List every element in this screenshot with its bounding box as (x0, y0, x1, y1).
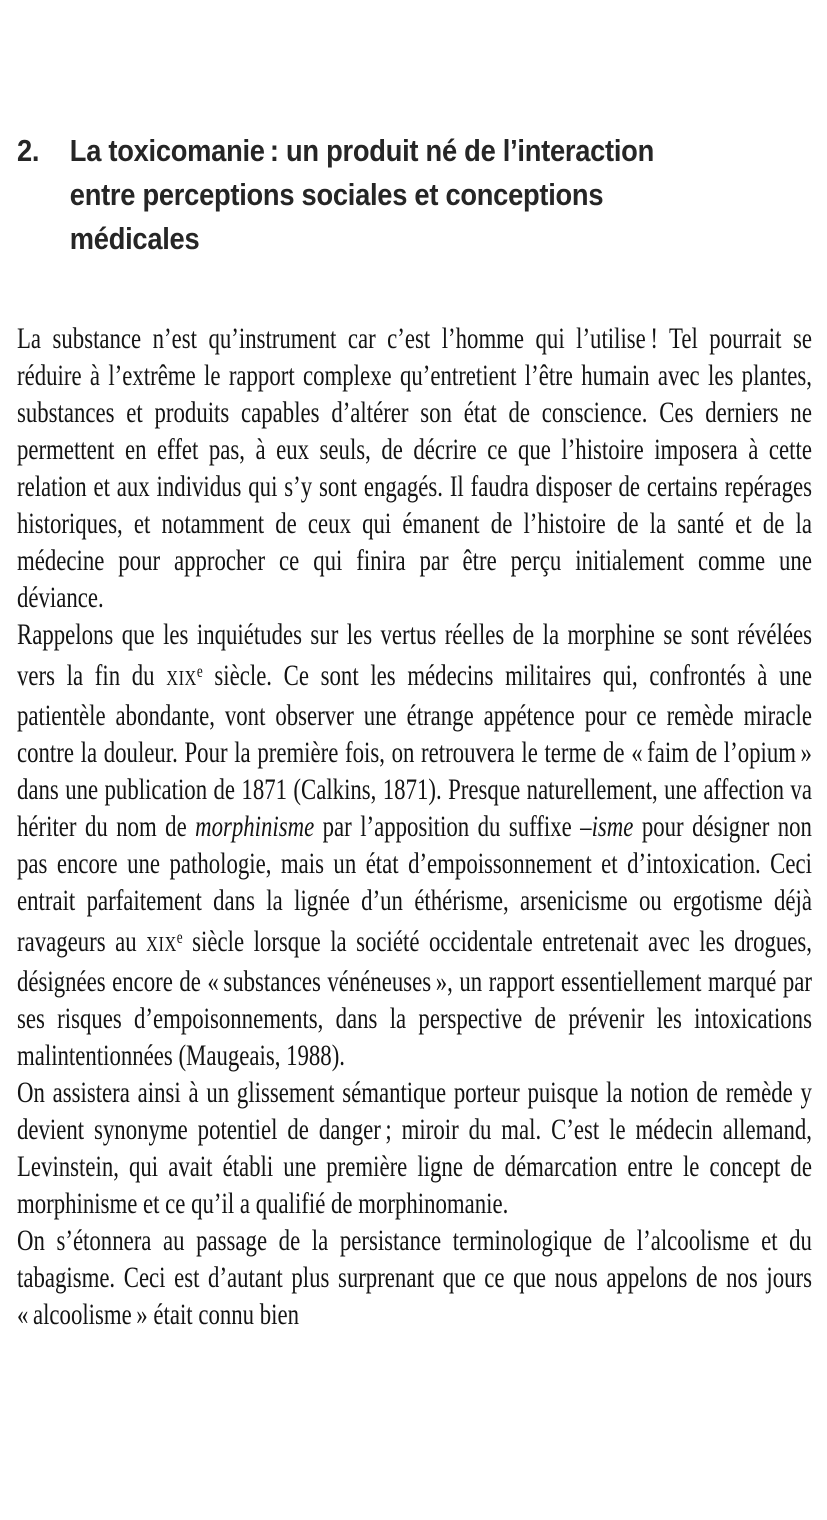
section-title-line: La toxicomanie : un produit né de l’interaction (69, 133, 654, 168)
text-run: siècle lorsque la société occidentale entretenait avec les drogues, désignées encore de « substances vénéneuses », un rapport essentiellement marqué par ses risques d’empoisonnements, dans la perspective de prévenir les intoxications malintentionnées (Maugeais, 1988). (17, 924, 812, 1072)
text-run: On s’étonnera au passage de la persistance terminologique de l’alcoolisme et du tabagisme. Ceci est d’autant plus surprenant que ce que nous appelons de nos jours « alcoolisme » était connu bien (17, 1223, 812, 1331)
paragraph (17, 1222, 812, 1333)
section-heading (17, 129, 654, 261)
styled-run: XIX (166, 665, 197, 690)
text-run: par l’apposition du suffixe (314, 809, 581, 843)
italic-run: –isme (580, 809, 634, 843)
styled-run: XIX (146, 931, 177, 956)
section-title (70, 129, 654, 261)
text-run: pour désigner non pas encore une pathologie, mais un état d’empoissonnement et d’intoxication. Ceci entrait parfaitement dans la lignée d’un éthérisme, arsenicisme ou ergotisme déjà ravageurs au (17, 809, 812, 958)
body-text (17, 320, 812, 1333)
text-run: On assistera ainsi à un glissement sémantique porteur puisque la notion de remède y devient synonyme potentiel de danger ; miroir du mal. C’est le médecin allemand, Levinstein, qui avait établi une première ligne de démarcation entre le concept de morphinisme et ce qu’il a qualifié de morphinomanie. (17, 1075, 812, 1220)
text-run: Rappelons que les inquiétudes sur les vertus réelles de la morphine se sont révélées vers la fin du (17, 618, 812, 692)
section-number: 2. (17, 133, 40, 168)
section-title-line: médicales (69, 221, 200, 256)
italic-run: morphinisme (195, 809, 315, 843)
text-run: La substance n’est qu’instrument car c’est l’homme qui l’utilise ! Tel pourrait se réduire à l’extrême le rapport complexe qu’entretient l’être humain avec les plantes, substances et produits capables d’altérer son état de conscience. Ces derniers ne permettent en effet pas, à eux seuls, de décrire ce que l’histoire imposera à cette relation et aux individus qui s’y sont engagés. Il faudra disposer de certains repérages historiques, et notamment de ceux qui émanent de l’histoire de la santé et de la médecine pour approcher ce qui finira par être perçu initialement comme une déviance. (17, 322, 812, 614)
styled-run: e (176, 926, 183, 947)
text-run: siècle. Ce sont les médecins militaires qui, confrontés à une patientèle abondante, vont observer une étrange appétence pour ce remède miracle contre la douleur. Pour la première fois, on retrouvera le terme de « faim de l’opium » dans une publication de 1871 (Calkins, 1871). Presque naturellement, une affection va hériter du nom de (17, 658, 812, 843)
paragraph (17, 616, 812, 1074)
styled-run: e (196, 661, 203, 681)
section-title-line: entre perceptions sociales et conceptions (69, 177, 604, 212)
paragraph (17, 320, 812, 616)
paragraph (17, 1074, 812, 1222)
